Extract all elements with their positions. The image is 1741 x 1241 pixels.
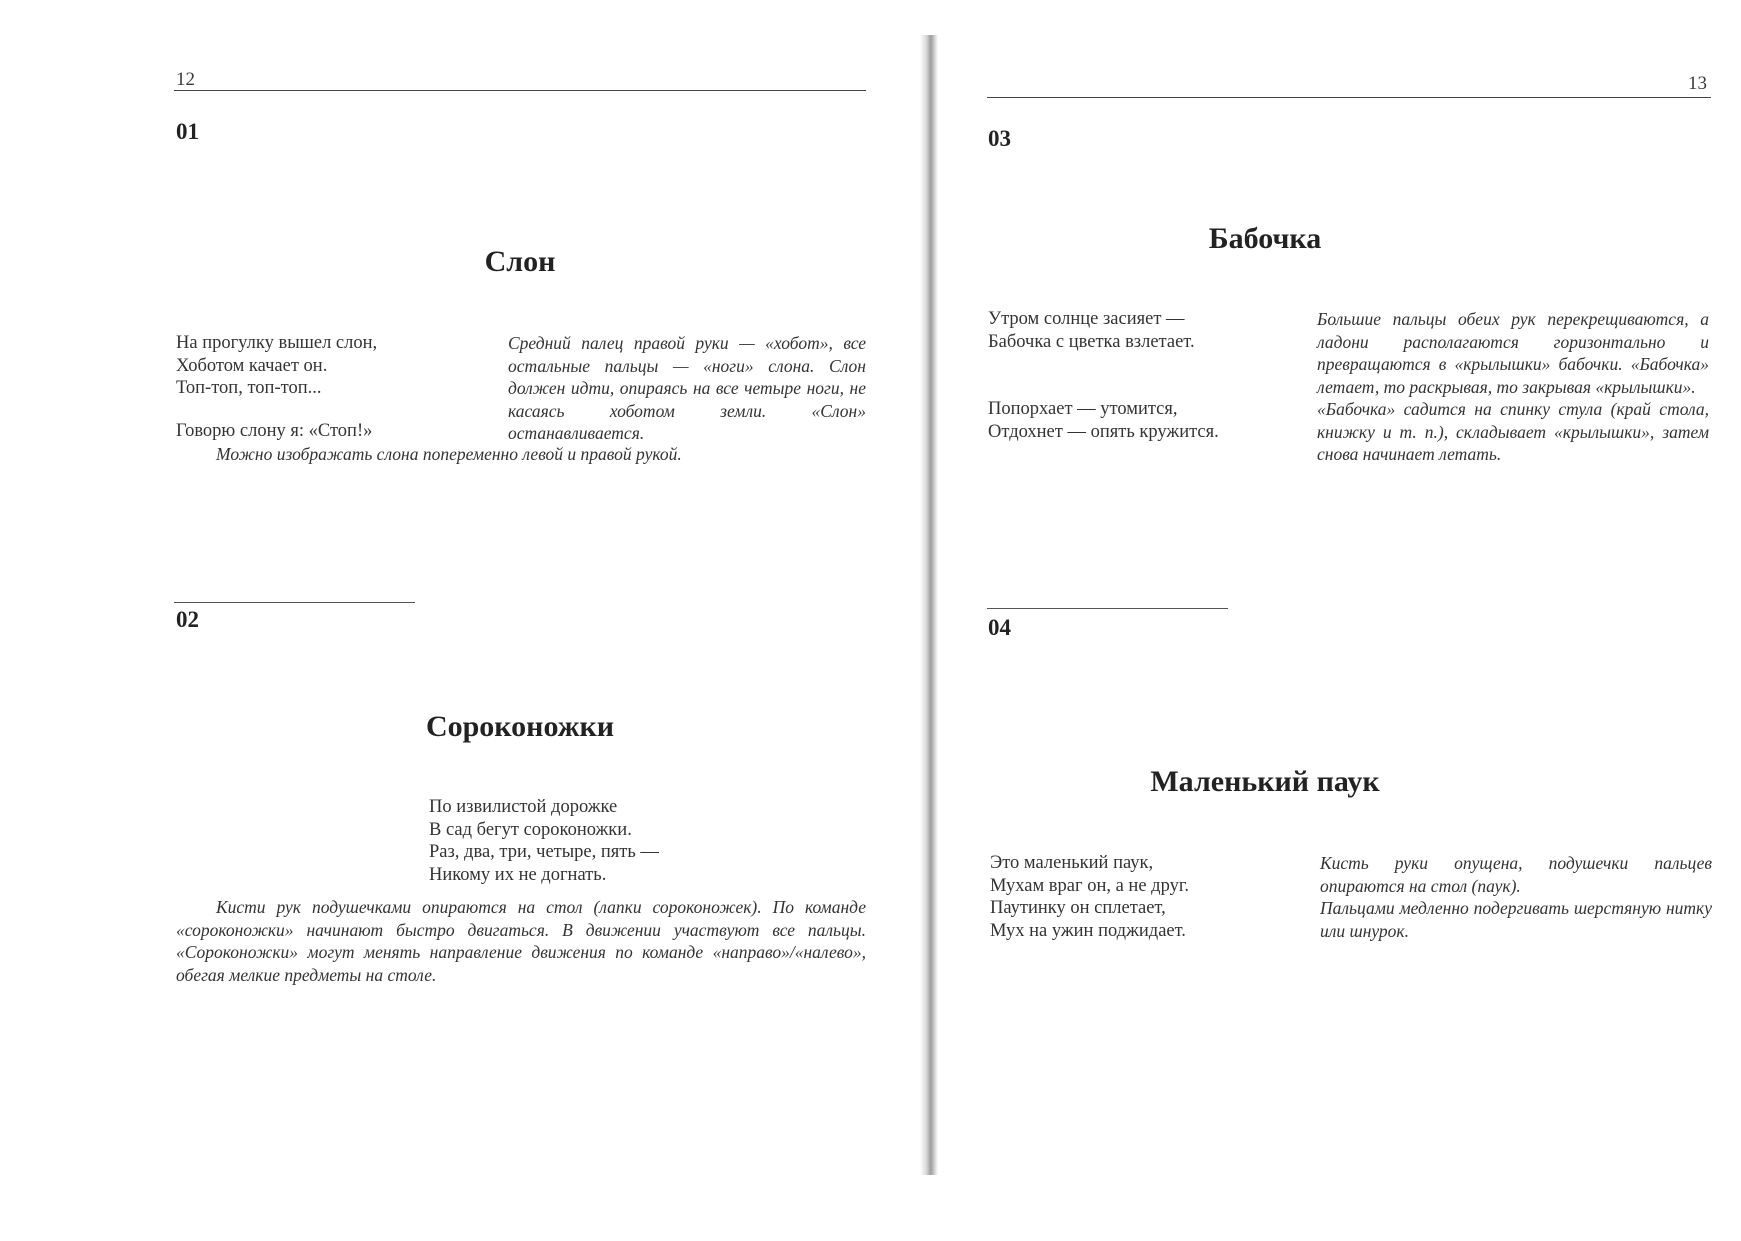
right-page [930, 0, 1741, 1241]
instruction-paragraph: Пальцами медленно подергивать шерстяную нитку или шнурок. [1320, 898, 1712, 941]
exercise-title: Бабочка [1208, 222, 1322, 255]
poem [429, 796, 659, 886]
instruction-paragraph: Кисть руки опущена, подушечки пальцев опираются на стол (паук). [1320, 853, 1712, 896]
instructions: Средний палец правой руки — «хобот», все остальные пальцы — «ноги» слона. Слон должен идти, опираясь на все четыре ноги, не касаясь хоботом земли. «Слон» останавливается. [508, 333, 866, 443]
poem-line: Бабочка с цветка взлетает. [988, 331, 1195, 352]
exercise-number: 04 [988, 615, 1011, 640]
poem-line: Это маленький паук, [990, 853, 1154, 873]
poem-line: Мухам враг он, а не друг. [990, 875, 1189, 896]
header-rule [987, 97, 1711, 98]
poem-line: Паутинку он сплетает, [990, 898, 1166, 918]
poem-line: Утром солнце засияет — [988, 309, 1185, 329]
exercise-number: 02 [176, 607, 199, 632]
poem-line: В сад бегут сороконожки. [429, 819, 632, 840]
exercise-number: 03 [988, 126, 1011, 151]
poem-line: Попорхает — утомится, [988, 399, 1178, 419]
exercise-title: Маленький паук [1150, 765, 1380, 798]
section-separator [987, 608, 1228, 609]
poem-line: Топ-топ, топ-топ... [176, 378, 322, 398]
exercise-title: Слон [484, 245, 556, 278]
section-separator [174, 602, 415, 603]
instructions: Кисти рук подушечками опираются на стол (лапки сороконожек). По команде «сороконожки» начинают быстро двигаться. В движении участвуют все пальцы. «Сороконожки» могут менять направление движения по команде «направо»/«налево», обегая мелкие предметы на столе. [176, 897, 866, 985]
instruction-note: Можно изображать слона попеременно левой и правой рукой. [216, 444, 682, 464]
poem-line: Хоботом качает он. [176, 355, 328, 376]
poem [988, 308, 1219, 443]
poem-line: Никому их не догнать. [429, 864, 607, 885]
instruction-paragraph: «Бабочка» садится на спинку стула (край стола, книжку и т. п.), складывает «крылышки», затем снова начинает летать. [1317, 399, 1709, 464]
exercise-title: Сороконожки [425, 710, 615, 743]
instructions [1320, 852, 1712, 942]
poem [176, 332, 377, 442]
page-number: 13 [1688, 73, 1707, 94]
instructions [1317, 308, 1709, 466]
page-number: 12 [176, 69, 195, 90]
poem-line: Раз, два, три, четыре, пять — [429, 842, 659, 862]
header-rule [174, 90, 866, 91]
exercise-number: 01 [176, 119, 199, 144]
poem-line: Мух на ужин поджидает. [990, 920, 1186, 941]
poem-line: По извилистой дорожке [429, 797, 618, 817]
poem-line: Говорю слону я: «Стоп!» [176, 420, 373, 441]
poem-line: На прогулку вышел слон, [176, 333, 378, 353]
instruction-paragraph: Большие пальцы обеих рук перекрещиваются, а ладони располагаются горизонтально и превращаются в «крылышки» бабочки. «Бабочка» летает, то раскрывая, то закрывая «крылышки». [1317, 309, 1709, 397]
poem [990, 852, 1189, 942]
poem-line: Отдохнет — опять кружится. [988, 421, 1219, 442]
